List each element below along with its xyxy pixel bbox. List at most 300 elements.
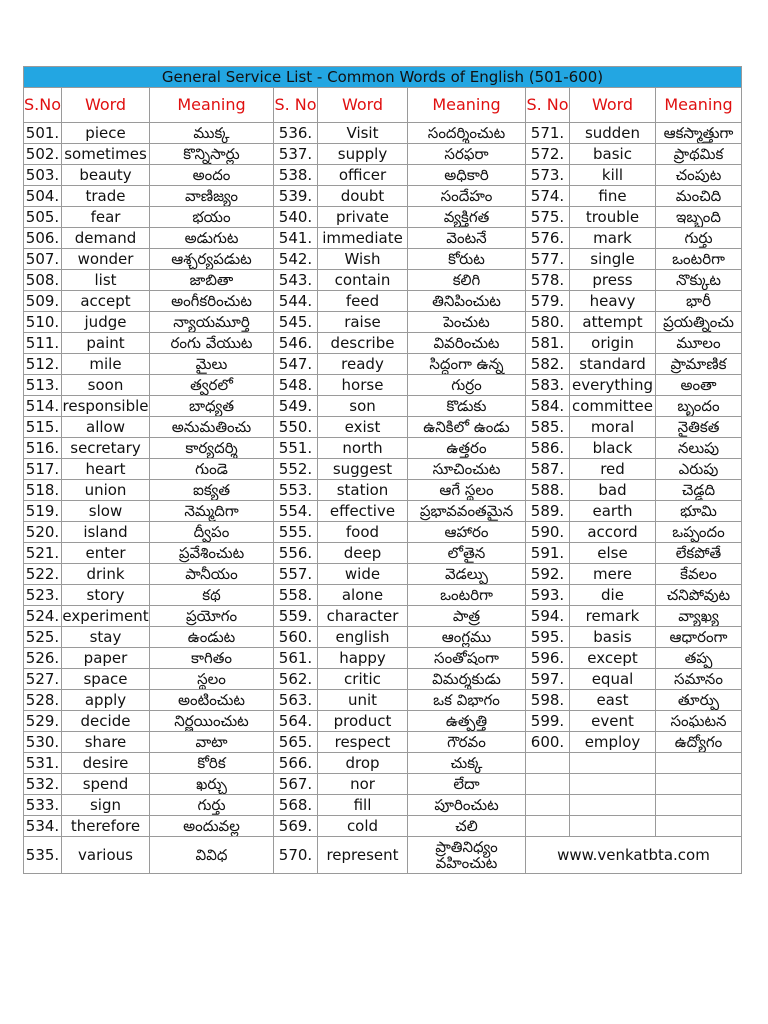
telugu-meaning: ముక్క [150,123,274,144]
english-word: trouble [570,207,656,228]
english-word: unit [318,690,408,711]
english-word: decide [62,711,150,732]
serial-number: 584. [526,396,570,417]
telugu-meaning: పాత్ర [408,606,526,627]
serial-number: 518. [24,480,62,501]
telugu-meaning: పానీయం [150,564,274,585]
english-word [570,816,656,837]
telugu-meaning: చెడ్డది [656,480,742,501]
telugu-meaning: కార్యదర్శి [150,438,274,459]
english-word: earth [570,501,656,522]
serial-number: 543. [274,270,318,291]
english-word: officer [318,165,408,186]
serial-number: 591. [526,543,570,564]
telugu-meaning: ఆశ్చర్యపడుట [150,249,274,270]
telugu-meaning: అధికారి [408,165,526,186]
serial-number: 553. [274,480,318,501]
sno-header: S. No [274,88,318,123]
english-word: beauty [62,165,150,186]
english-word: station [318,480,408,501]
english-word: accord [570,522,656,543]
telugu-meaning: నిర్ణయించుట [150,711,274,732]
serial-number: 566. [274,753,318,774]
serial-number: 577. [526,249,570,270]
serial-number: 551. [274,438,318,459]
serial-number: 542. [274,249,318,270]
telugu-meaning: త్వరలో [150,375,274,396]
english-word: soon [62,375,150,396]
serial-number: 504. [24,186,62,207]
english-word: raise [318,312,408,333]
serial-number: 526. [24,648,62,669]
serial-number: 557. [274,564,318,585]
telugu-meaning: సూచించుట [408,459,526,480]
telugu-meaning: జాబితా [150,270,274,291]
serial-number: 586. [526,438,570,459]
serial-number: 517. [24,459,62,480]
english-word: desire [62,753,150,774]
serial-number: 559. [274,606,318,627]
serial-number: 564. [274,711,318,732]
serial-number: 528. [24,690,62,711]
meaning-header: Meaning [656,88,742,123]
serial-number: 561. [274,648,318,669]
serial-number: 527. [24,669,62,690]
table-row [24,228,742,249]
telugu-meaning: తూర్పు [656,690,742,711]
english-word: bad [570,480,656,501]
english-word: employ [570,732,656,753]
telugu-meaning [656,816,742,837]
english-word: heart [62,459,150,480]
serial-number: 507. [24,249,62,270]
serial-number: 537. [274,144,318,165]
english-word: happy [318,648,408,669]
telugu-meaning: గుండె [150,459,274,480]
serial-number: 544. [274,291,318,312]
serial-number: 510. [24,312,62,333]
telugu-meaning: అంటించుట [150,690,274,711]
word-header: Word [318,88,408,123]
serial-number: 546. [274,333,318,354]
english-word: share [62,732,150,753]
table-row [24,669,742,690]
telugu-meaning: సందేహం [408,186,526,207]
english-word: slow [62,501,150,522]
english-word: responsible [62,397,149,415]
meaning-header: Meaning [408,88,526,123]
serial-number [526,774,570,795]
english-word: trade [62,186,150,207]
serial-number: 503. [24,165,62,186]
telugu-meaning: అందం [150,165,274,186]
telugu-meaning: ఆగే స్థలం [408,480,526,501]
table-row [24,501,742,522]
table-row [24,585,742,606]
telugu-meaning: నొక్కుట [656,270,742,291]
english-word: enter [62,543,150,564]
table-row [24,606,742,627]
telugu-meaning: కాగితం [150,648,274,669]
serial-number: 532. [24,774,62,795]
serial-number: 521. [24,543,62,564]
telugu-meaning: వ్యాఖ్య [656,606,742,627]
serial-number: 573. [526,165,570,186]
english-word: character [318,606,408,627]
english-word: fear [62,207,150,228]
english-word: red [570,459,656,480]
telugu-meaning: సమానం [656,669,742,690]
header-row [24,88,742,123]
english-word: private [318,207,408,228]
telugu-meaning: బృందం [656,396,742,417]
english-word [570,753,656,774]
serial-number: 587. [526,459,570,480]
serial-number: 576. [526,228,570,249]
english-word: product [318,711,408,732]
english-word: represent [318,837,408,874]
english-word: stay [62,627,150,648]
english-word: mere [570,564,656,585]
telugu-meaning: ఒప్పందం [656,522,742,543]
english-word: space [62,669,150,690]
table-row [24,270,742,291]
website-link[interactable]: www.venkatbta.com [526,837,742,874]
english-word: ready [318,354,408,375]
telugu-meaning: అంతా [656,375,742,396]
telugu-meaning: వెడల్పు [408,564,526,585]
english-word: english [318,627,408,648]
telugu-meaning: కలిగి [408,270,526,291]
telugu-meaning: ఆంగ్లము [408,627,526,648]
telugu-meaning: సరఫరా [408,144,526,165]
telugu-meaning: నలుపు [656,438,742,459]
serial-number: 598. [526,690,570,711]
telugu-meaning: వ్యక్తిగత [408,207,526,228]
table-row [24,543,742,564]
telugu-meaning: మైలు [150,354,274,375]
telugu-meaning: చంపుట [656,165,742,186]
english-word: judge [62,312,150,333]
table-row [24,837,742,874]
serial-number: 570. [274,837,318,874]
serial-number: 529. [24,711,62,732]
table-row [24,249,742,270]
english-word: basic [570,144,656,165]
serial-number: 555. [274,522,318,543]
english-word: spend [62,774,150,795]
telugu-meaning: చుక్క [408,753,526,774]
serial-number: 525. [24,627,62,648]
telugu-meaning: గౌరవం [408,732,526,753]
english-word: sign [62,795,150,816]
telugu-meaning: ప్రయోగం [150,606,274,627]
english-word: paint [62,333,150,354]
telugu-meaning: సంతోషంగా [408,648,526,669]
table-row [24,291,742,312]
english-word: Wish [318,249,408,270]
table-row [24,816,742,837]
telugu-meaning: ప్రాతినిధ్యం వహించుట [408,837,526,874]
english-word: press [570,270,656,291]
english-word: everything [570,375,656,396]
english-word: suggest [318,459,408,480]
english-word: heavy [570,291,656,312]
english-word: immediate [318,228,408,249]
telugu-meaning: ఆహారం [408,522,526,543]
serial-number: 514. [24,396,62,417]
telugu-meaning: పెంచుట [408,312,526,333]
serial-number: 597. [526,669,570,690]
serial-number: 558. [274,585,318,606]
english-word: contain [318,270,408,291]
serial-number: 538. [274,165,318,186]
english-word: drop [318,753,408,774]
telugu-meaning [656,774,742,795]
serial-number: 594. [526,606,570,627]
telugu-meaning: ప్రామాణిక [656,354,742,375]
serial-number: 581. [526,333,570,354]
serial-number: 547. [274,354,318,375]
telugu-meaning: అంగీకరించుట [150,291,274,312]
serial-number: 599. [526,711,570,732]
serial-number: 524. [24,606,62,627]
english-word: sometimes [62,144,150,165]
telugu-meaning: సందర్శించుట [408,123,526,144]
telugu-meaning: ఒంటరిగా [656,249,742,270]
english-word: mark [570,228,656,249]
english-word: horse [318,375,408,396]
serial-number: 590. [526,522,570,543]
serial-number: 569. [274,816,318,837]
telugu-meaning: ఇబ్బంది [656,207,742,228]
english-word: feed [318,291,408,312]
english-word: north [318,438,408,459]
table-row [24,627,742,648]
telugu-meaning: సంఘటన [656,711,742,732]
telugu-meaning: చనిపోవుట [656,585,742,606]
telugu-meaning: ఉత్పత్తి [408,711,526,732]
english-word: east [570,690,656,711]
meaning-header: Meaning [150,88,274,123]
serial-number: 585. [526,417,570,438]
english-word: deep [318,543,408,564]
english-word: piece [62,123,150,144]
serial-number: 578. [526,270,570,291]
english-word: apply [62,690,150,711]
english-word: moral [570,417,656,438]
telugu-meaning: ప్రయత్నించు [656,312,742,333]
english-word: except [570,648,656,669]
serial-number: 509. [24,291,62,312]
serial-number: 567. [274,774,318,795]
telugu-meaning: గుర్తు [150,795,274,816]
serial-number: 508. [24,270,62,291]
english-word: else [570,543,656,564]
telugu-meaning: ఉండుట [150,627,274,648]
telugu-meaning: గుర్తు [656,228,742,249]
serial-number: 534. [24,816,62,837]
telugu-meaning: ఒంటరిగా [408,585,526,606]
telugu-meaning: వెంటనే [408,228,526,249]
table-row [24,690,742,711]
table-row [24,459,742,480]
telugu-meaning: వాణిజ్యం [150,186,274,207]
table-row [24,396,742,417]
table-row [24,354,742,375]
english-word: nor [318,774,408,795]
table-row [24,144,742,165]
word-header: Word [570,88,656,123]
serial-number: 516. [24,438,62,459]
serial-number: 556. [274,543,318,564]
telugu-meaning [656,795,742,816]
english-word: basis [570,627,656,648]
english-word: island [62,522,150,543]
telugu-meaning: అనుమతించు [150,417,274,438]
serial-number: 522. [24,564,62,585]
telugu-meaning: నైతికత [656,417,742,438]
telugu-meaning: మూలం [656,333,742,354]
telugu-meaning: ప్రాథమిక [656,144,742,165]
english-word: alone [318,585,408,606]
english-word: therefore [62,816,150,837]
english-word: die [570,585,656,606]
table-row [24,186,742,207]
serial-number: 506. [24,228,62,249]
page-title: General Service List - Common Words of English (501-600) [24,67,742,88]
english-word: equal [570,669,656,690]
telugu-meaning: నెమ్మదిగా [150,501,274,522]
serial-number: 539. [274,186,318,207]
english-word: fine [570,186,656,207]
serial-number: 513. [24,375,62,396]
english-word: remark [570,606,656,627]
telugu-meaning [656,753,742,774]
serial-number: 533. [24,795,62,816]
telugu-meaning: పూరించుట [408,795,526,816]
telugu-meaning: కొన్నిసార్లు [150,144,274,165]
serial-number: 520. [24,522,62,543]
serial-number: 589. [526,501,570,522]
serial-number: 568. [274,795,318,816]
english-word: allow [62,417,150,438]
telugu-meaning: వాటా [150,732,274,753]
telugu-meaning: ద్వీపం [150,522,274,543]
serial-number: 580. [526,312,570,333]
telugu-meaning: తినిపించుట [408,291,526,312]
serial-number: 554. [274,501,318,522]
telugu-meaning: కేవలం [656,564,742,585]
serial-number: 582. [526,354,570,375]
serial-number: 596. [526,648,570,669]
english-word: sudden [570,123,656,144]
english-word: drink [62,564,150,585]
serial-number [526,816,570,837]
english-word: effective [318,501,408,522]
english-word: union [62,480,150,501]
serial-number: 579. [526,291,570,312]
english-word: son [318,396,408,417]
english-word: respect [318,732,408,753]
serial-number [526,795,570,816]
serial-number: 523. [24,585,62,606]
english-word: critic [318,669,408,690]
serial-number: 595. [526,627,570,648]
telugu-meaning: కథ [150,585,274,606]
serial-number: 540. [274,207,318,228]
serial-number: 593. [526,585,570,606]
serial-number: 562. [274,669,318,690]
telugu-meaning: గుర్రం [408,375,526,396]
serial-number: 519. [24,501,62,522]
english-word: attempt [570,312,656,333]
table-row [24,480,742,501]
serial-number: 600. [526,732,570,753]
serial-number: 515. [24,417,62,438]
english-word: standard [570,354,656,375]
telugu-meaning: కొడుకు [408,396,526,417]
telugu-meaning: ఉనికిలో ఉండు [408,417,526,438]
telugu-meaning: ఉత్తరం [408,438,526,459]
serial-number: 511. [24,333,62,354]
table-row [24,732,742,753]
serial-number: 535. [24,837,62,874]
telugu-meaning: ఎరుపు [656,459,742,480]
telugu-meaning: లేదా [408,774,526,795]
sno-header: S.No [24,88,62,123]
telugu-meaning: వివరించుట [408,333,526,354]
english-word [570,774,656,795]
english-word: exist [318,417,408,438]
telugu-meaning: ఒక విభాగం [408,690,526,711]
table-row [24,795,742,816]
telugu-meaning: చలి [408,816,526,837]
english-word: list [62,270,150,291]
telugu-meaning: ఖర్చు [150,774,274,795]
serial-number: 530. [24,732,62,753]
serial-number: 501. [24,123,62,144]
serial-number [526,753,570,774]
english-word: committee [570,396,656,417]
telugu-meaning: భయం [150,207,274,228]
serial-number: 592. [526,564,570,585]
english-word: supply [318,144,408,165]
telugu-meaning: లేకపోతే [656,543,742,564]
table-row [24,165,742,186]
sno-header: S. No [526,88,570,123]
english-word: origin [570,333,656,354]
telugu-meaning: సిద్ధంగా ఉన్న [408,354,526,375]
english-word: wonder [62,249,150,270]
telugu-meaning: అడుగుట [150,228,274,249]
english-word: paper [62,648,150,669]
serial-number: 552. [274,459,318,480]
telugu-meaning: తప్ప [656,648,742,669]
table-row [24,312,742,333]
serial-number: 550. [274,417,318,438]
telugu-meaning: వివిధ [150,837,274,874]
serial-number: 583. [526,375,570,396]
telugu-meaning: న్యాయమూర్తి [150,312,274,333]
english-word: story [62,585,150,606]
english-word: wide [318,564,408,585]
telugu-meaning: కోరుట [408,249,526,270]
telugu-meaning: అందువల్ల [150,816,274,837]
telugu-meaning: ఆకస్మాత్తుగా [656,123,742,144]
english-word: Visit [318,123,408,144]
english-word: secretary [62,438,150,459]
